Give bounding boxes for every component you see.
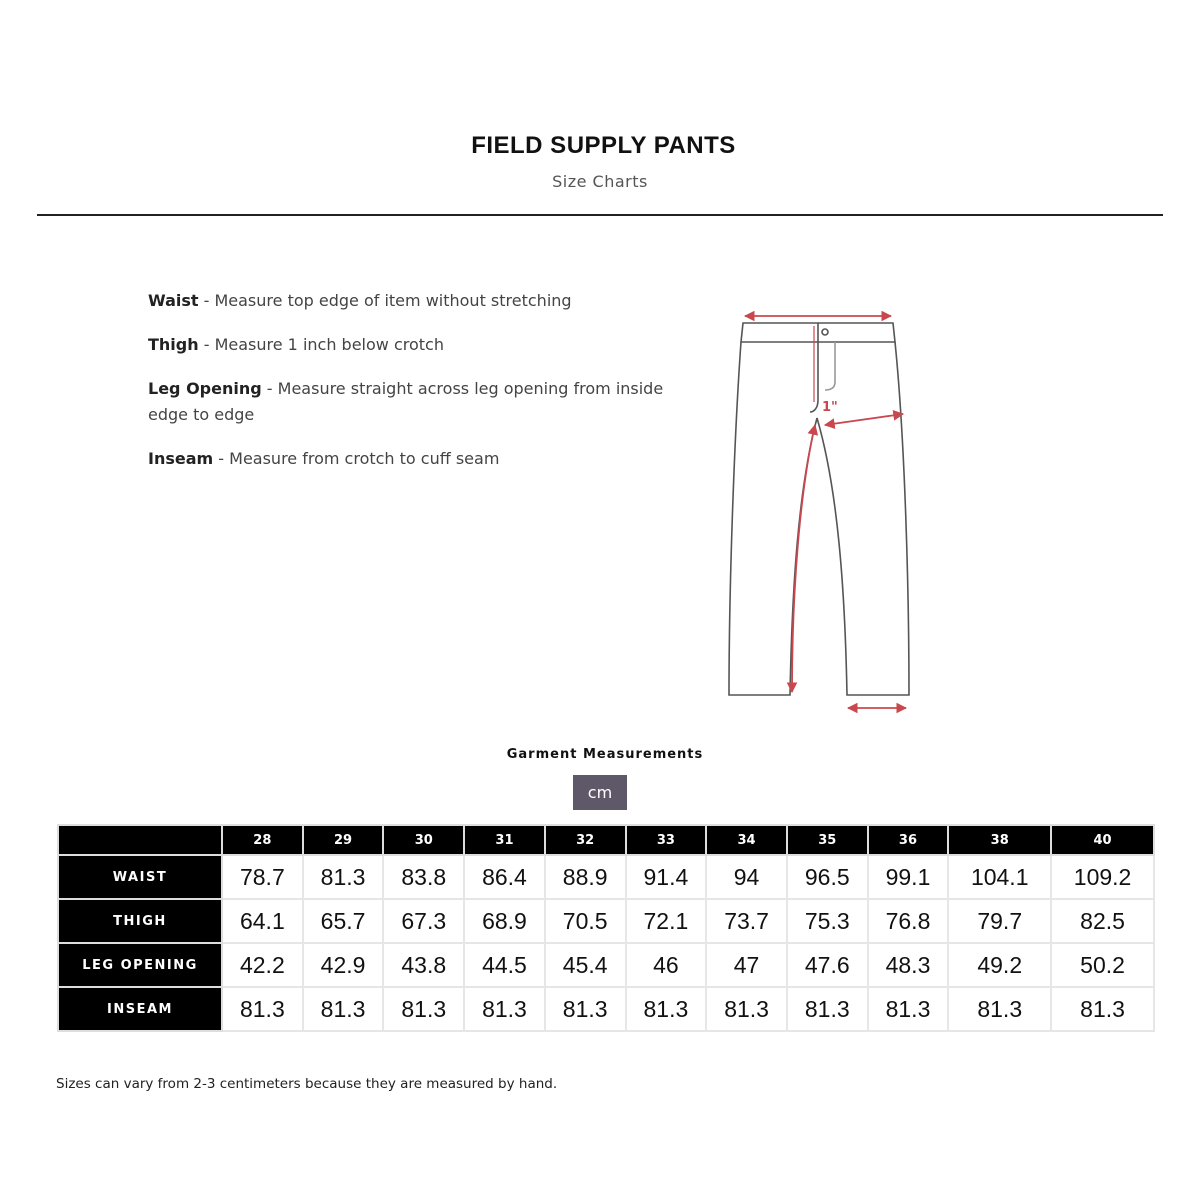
- measurement-cell: 67.3: [383, 899, 464, 943]
- measurement-cell: 82.5: [1051, 899, 1154, 943]
- measurement-cell: 104.1: [948, 855, 1051, 899]
- table-row: [58, 943, 1154, 987]
- measurement-cell: 46: [626, 943, 707, 987]
- measurement-cell: 91.4: [626, 855, 707, 899]
- measurement-cell: 47.6: [787, 943, 868, 987]
- row-label: THIGH: [58, 899, 222, 943]
- row-label: INSEAM: [58, 987, 222, 1031]
- measurement-cell: 45.4: [545, 943, 626, 987]
- measurement-cell: 79.7: [948, 899, 1051, 943]
- guide-leg-opening: [148, 376, 708, 428]
- measurement-cell: 47: [706, 943, 787, 987]
- measurement-cell: 48.3: [868, 943, 949, 987]
- measurement-cell: 81.3: [626, 987, 707, 1031]
- size-header: 40: [1051, 825, 1154, 855]
- measurement-cell: 81.3: [222, 987, 303, 1031]
- row-label: WAIST: [58, 855, 222, 899]
- table-row: [58, 987, 1154, 1031]
- measurement-cell: 94: [706, 855, 787, 899]
- measurement-cell: 43.8: [383, 943, 464, 987]
- size-header-row: [58, 825, 1154, 855]
- measurement-cell: 76.8: [868, 899, 949, 943]
- guide-desc: - Measure from crotch to cuff seam: [213, 449, 500, 468]
- measurement-cell: 86.4: [464, 855, 545, 899]
- measurement-cell: 81.3: [303, 855, 384, 899]
- guide-thigh: [148, 332, 708, 358]
- size-header: 32: [545, 825, 626, 855]
- measurement-cell: 88.9: [545, 855, 626, 899]
- guide-desc: - Measure straight across leg opening from inside edge to edge: [148, 379, 664, 424]
- footnote: Sizes can vary from 2-3 centimeters because they are measured by hand.: [56, 1076, 558, 1092]
- measurement-guide: [148, 288, 708, 490]
- measurement-cell: 81.3: [948, 987, 1051, 1031]
- corner-cell: [58, 825, 222, 855]
- size-header: 38: [948, 825, 1051, 855]
- table-row: [58, 899, 1154, 943]
- measurement-cell: 70.5: [545, 899, 626, 943]
- thigh-offset-label: 1": [822, 400, 838, 415]
- size-header: 36: [868, 825, 949, 855]
- measurement-cell: 83.8: [383, 855, 464, 899]
- measurement-cell: 81.3: [868, 987, 949, 1031]
- measurement-cell: 81.3: [303, 987, 384, 1031]
- measurement-cell: 42.9: [303, 943, 384, 987]
- measurement-cell: 81.3: [545, 987, 626, 1031]
- size-header: 29: [303, 825, 384, 855]
- measurement-cell: 64.1: [222, 899, 303, 943]
- size-header: 30: [383, 825, 464, 855]
- size-header: 28: [222, 825, 303, 855]
- guide-term: Thigh: [148, 335, 199, 354]
- measurement-cell: 68.9: [464, 899, 545, 943]
- unit-toggle-cm[interactable]: cm: [573, 775, 627, 810]
- guide-term: Inseam: [148, 449, 214, 468]
- measurement-cell: 81.3: [1051, 987, 1154, 1031]
- guide-term: Waist: [148, 291, 199, 310]
- measurement-arrows: [745, 316, 906, 708]
- table-caption: Garment Measurements: [506, 747, 704, 762]
- measurement-cell: 96.5: [787, 855, 868, 899]
- measurement-cell: 81.3: [787, 987, 868, 1031]
- measurement-cell: 49.2: [948, 943, 1051, 987]
- size-table: [57, 824, 1155, 1032]
- measurement-cell: 42.2: [222, 943, 303, 987]
- divider: [37, 214, 1163, 216]
- measurement-cell: 50.2: [1051, 943, 1154, 987]
- pants-measurement-diagram: [700, 290, 940, 730]
- guide-desc: - Measure 1 inch below crotch: [198, 335, 444, 354]
- measurement-cell: 65.7: [303, 899, 384, 943]
- measurement-cell: 81.3: [464, 987, 545, 1031]
- size-header: 35: [787, 825, 868, 855]
- measurement-cell: 81.3: [706, 987, 787, 1031]
- guide-inseam: [148, 446, 708, 472]
- page-subtitle: Size Charts: [552, 172, 648, 191]
- measurement-cell: 109.2: [1051, 855, 1154, 899]
- row-label: LEG OPENING: [58, 943, 222, 987]
- measurement-cell: 73.7: [706, 899, 787, 943]
- page-title: FIELD SUPPLY PANTS: [471, 132, 736, 159]
- guide-desc: - Measure top edge of item without stretching: [198, 291, 572, 310]
- pants-outline: [729, 323, 909, 695]
- guide-waist: [148, 288, 708, 314]
- measurement-cell: 72.1: [626, 899, 707, 943]
- size-header: 34: [706, 825, 787, 855]
- measurement-cell: 99.1: [868, 855, 949, 899]
- size-header: 31: [464, 825, 545, 855]
- measurement-cell: 78.7: [222, 855, 303, 899]
- table-row: [58, 855, 1154, 899]
- measurement-cell: 81.3: [383, 987, 464, 1031]
- size-header: 33: [626, 825, 707, 855]
- measurement-cell: 44.5: [464, 943, 545, 987]
- thigh-arrow: [825, 414, 903, 425]
- guide-term: Leg Opening: [148, 379, 262, 398]
- measurement-cell: 75.3: [787, 899, 868, 943]
